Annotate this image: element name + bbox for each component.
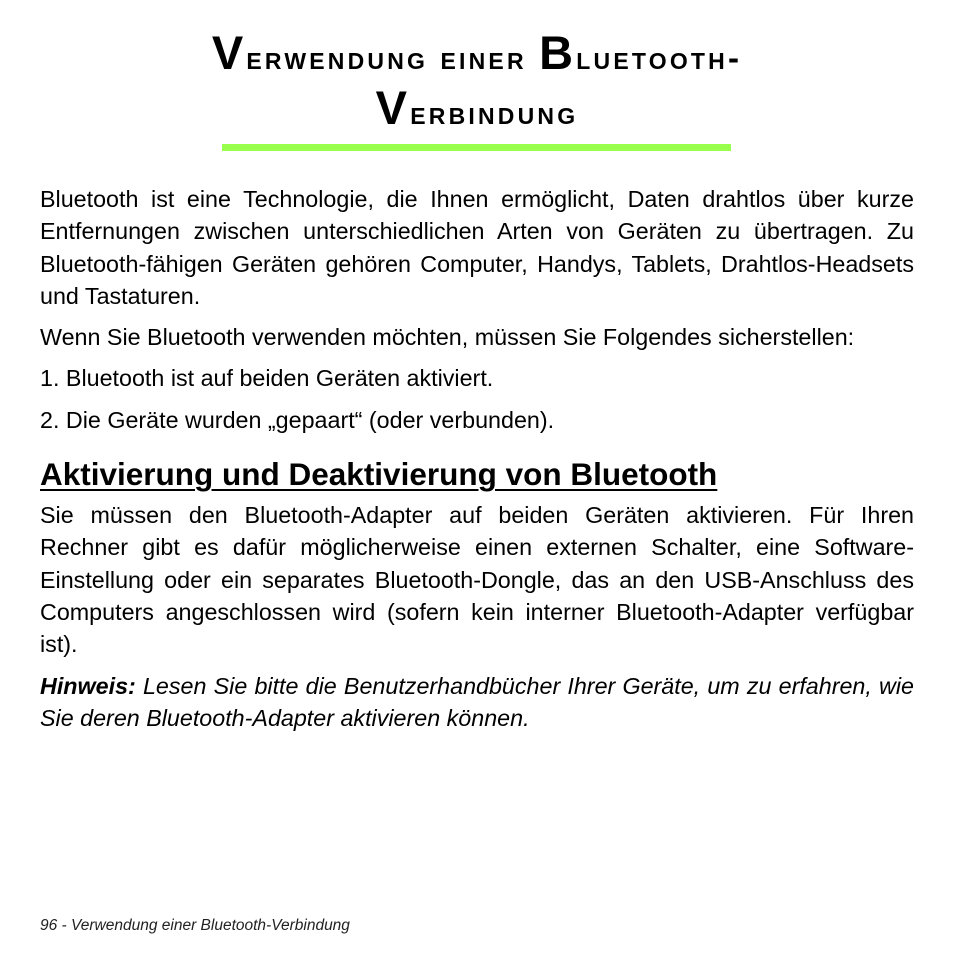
section-paragraph: Sie müssen den Bluetooth-Adapter auf beiden Geräten aktivieren. Für Ihren Rechner gibt es dafür möglicherweise einen externen Schalter, eine Software-Einstellung oder ein separates Bluetooth-Dongle, das an den USB-Anschluss des Computers angeschlossen wird (sofern kein interner Bluetooth-Adapter verfügbar ist). <box>40 502 914 658</box>
list-item-2: 2. Die Geräte wurden „gepaart“ (oder verbunden). <box>40 406 555 433</box>
main-content <box>40 183 914 743</box>
note-label: Hinweis: <box>40 672 136 699</box>
section-heading: Aktivierung und Deaktivierung von Bluetooth <box>40 456 718 493</box>
page-footer: 96 - Verwendung einer Bluetooth-Verbindung <box>40 917 350 934</box>
title-divider <box>222 144 731 151</box>
intro-paragraph: Bluetooth ist eine Technologie, die Ihnen ermöglicht, Daten drahtlos über kurze Entfernungen zwischen unterschiedlichen Arten von Geräten zu übertragen. Zu Bluetooth-fähigen Geräten gehören Computer, Handys, Tablets, Drahtlos-Headsets und Tastaturen. <box>40 186 914 309</box>
page-title-initial-b: B <box>539 26 577 79</box>
page-title-initial-v2: V <box>375 81 411 134</box>
note-box <box>40 670 914 735</box>
page-title-word-2: luetooth- <box>576 39 743 76</box>
requirements-intro: Wenn Sie Bluetooth verwenden möchten, müssen Sie Folgendes sicherstellen: <box>40 324 855 351</box>
page-title <box>0 28 954 138</box>
page-title-line-1 <box>0 28 954 83</box>
page-title-initial-v: V <box>211 26 247 79</box>
list-item-1: 1. Bluetooth ist auf beiden Geräten aktiviert. <box>40 365 494 392</box>
page-title-word-3: erbindung <box>410 94 579 131</box>
note-text: Lesen Sie bitte die Benutzerhandbücher Ihrer Geräte, um zu erfahren, wie Sie deren Bluetooth-Adapter aktivieren können. <box>40 672 914 731</box>
page-title-word-1: erwendung einer <box>246 39 540 76</box>
page-title-line-2 <box>0 83 954 138</box>
